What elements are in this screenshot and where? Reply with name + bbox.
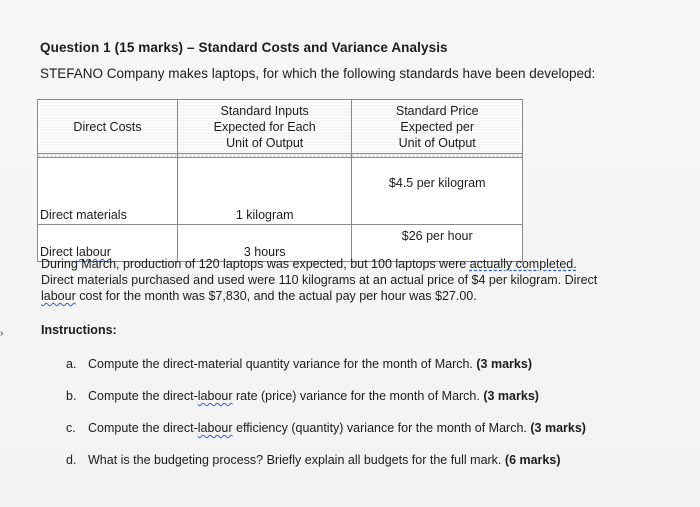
paragraph-line-3 [41,288,661,304]
list-marker-a: a. [66,357,77,371]
item-a-text: Compute the direct-material quantity variance for the month of March. [88,357,473,371]
list-item-d [66,453,686,485]
table-header-row [38,100,523,154]
list-text-b [88,389,539,403]
cursor-marker-icon: › [0,328,4,339]
header-direct-costs-label: Direct Costs [73,119,142,134]
list-marker-b: b. [66,389,77,403]
item-c-marks: (3 marks) [530,421,586,435]
cell-direct-labour-price: $26 per hour [352,225,523,262]
item-d-marks: (6 marks) [504,453,561,467]
direct-labour-prefix: Direct [40,245,77,259]
list-text-d [88,453,561,467]
header-direct-costs [38,100,178,154]
item-c-post: efficiency (quantity) variance for the month of March. [232,421,527,435]
header-price-line1: Standard Price [395,103,479,118]
list-text-c [88,421,586,435]
instructions-heading: Instructions: [41,323,117,337]
header-standard-inputs [177,100,352,154]
list-text-a [88,357,532,371]
cell-direct-materials-price: $4.5 per kilogram [352,158,523,225]
item-b-marks: (3 marks) [483,389,539,403]
item-b-post: rate (price) variance for the month of March. [232,389,480,403]
header-price-line3: Unit of Output [398,135,476,150]
item-b-pre: Compute the direct- [88,389,198,403]
list-item-a [66,357,686,389]
paragraph-line-1 [41,256,661,272]
cell-direct-labour-input: 3 hours [177,225,352,262]
cell-direct-materials-label: Direct materials [38,158,178,225]
list-marker-d: d. [66,453,77,467]
question-title: Question 1 (15 marks) – Standard Costs and Variance Analysis [40,40,448,55]
paragraph-line-3-text: cost for the month was $7,830, and the actual pay per hour was $27.00. [75,289,477,303]
header-inputs-line2: Expected for Each [213,119,316,134]
labour-spellcheck-word: labour [197,421,233,435]
item-d-text: What is the budgeting process? Briefly explain all budgets for the full mark. [88,453,502,467]
actually-completed-grammar-mark: actually completed. [469,257,577,271]
list-item-c [66,421,686,453]
item-a-marks: (3 marks) [476,357,532,371]
item-c-pre: Compute the direct- [88,421,198,435]
labour-spellcheck-word: labour [41,289,76,303]
scenario-paragraph [41,256,661,304]
table-row-direct-materials [38,158,523,225]
header-standard-price [352,100,523,154]
labour-spellcheck-word: labour [197,389,233,403]
header-price-line2: Expected per [400,119,475,134]
header-inputs-line3: Unit of Output [226,135,304,150]
instructions-list [66,357,686,485]
labour-spellcheck-word: labour [76,245,111,259]
header-inputs-line1: Standard Inputs [220,103,309,118]
paragraph-line-1-text: During March, production of 120 laptops was expected, but 100 laptops were [41,257,470,271]
question-intro: STEFANO Company makes laptops, for which the following standards have been developed: [40,66,596,81]
standards-table [37,99,523,262]
paragraph-line-2: Direct materials purchased and used were 110 kilograms at an actual price of $4 per kilogram. Direct [41,273,598,287]
list-marker-c: c. [66,421,76,435]
list-item-b [66,389,686,421]
cell-direct-materials-input: 1 kilogram [177,158,352,225]
